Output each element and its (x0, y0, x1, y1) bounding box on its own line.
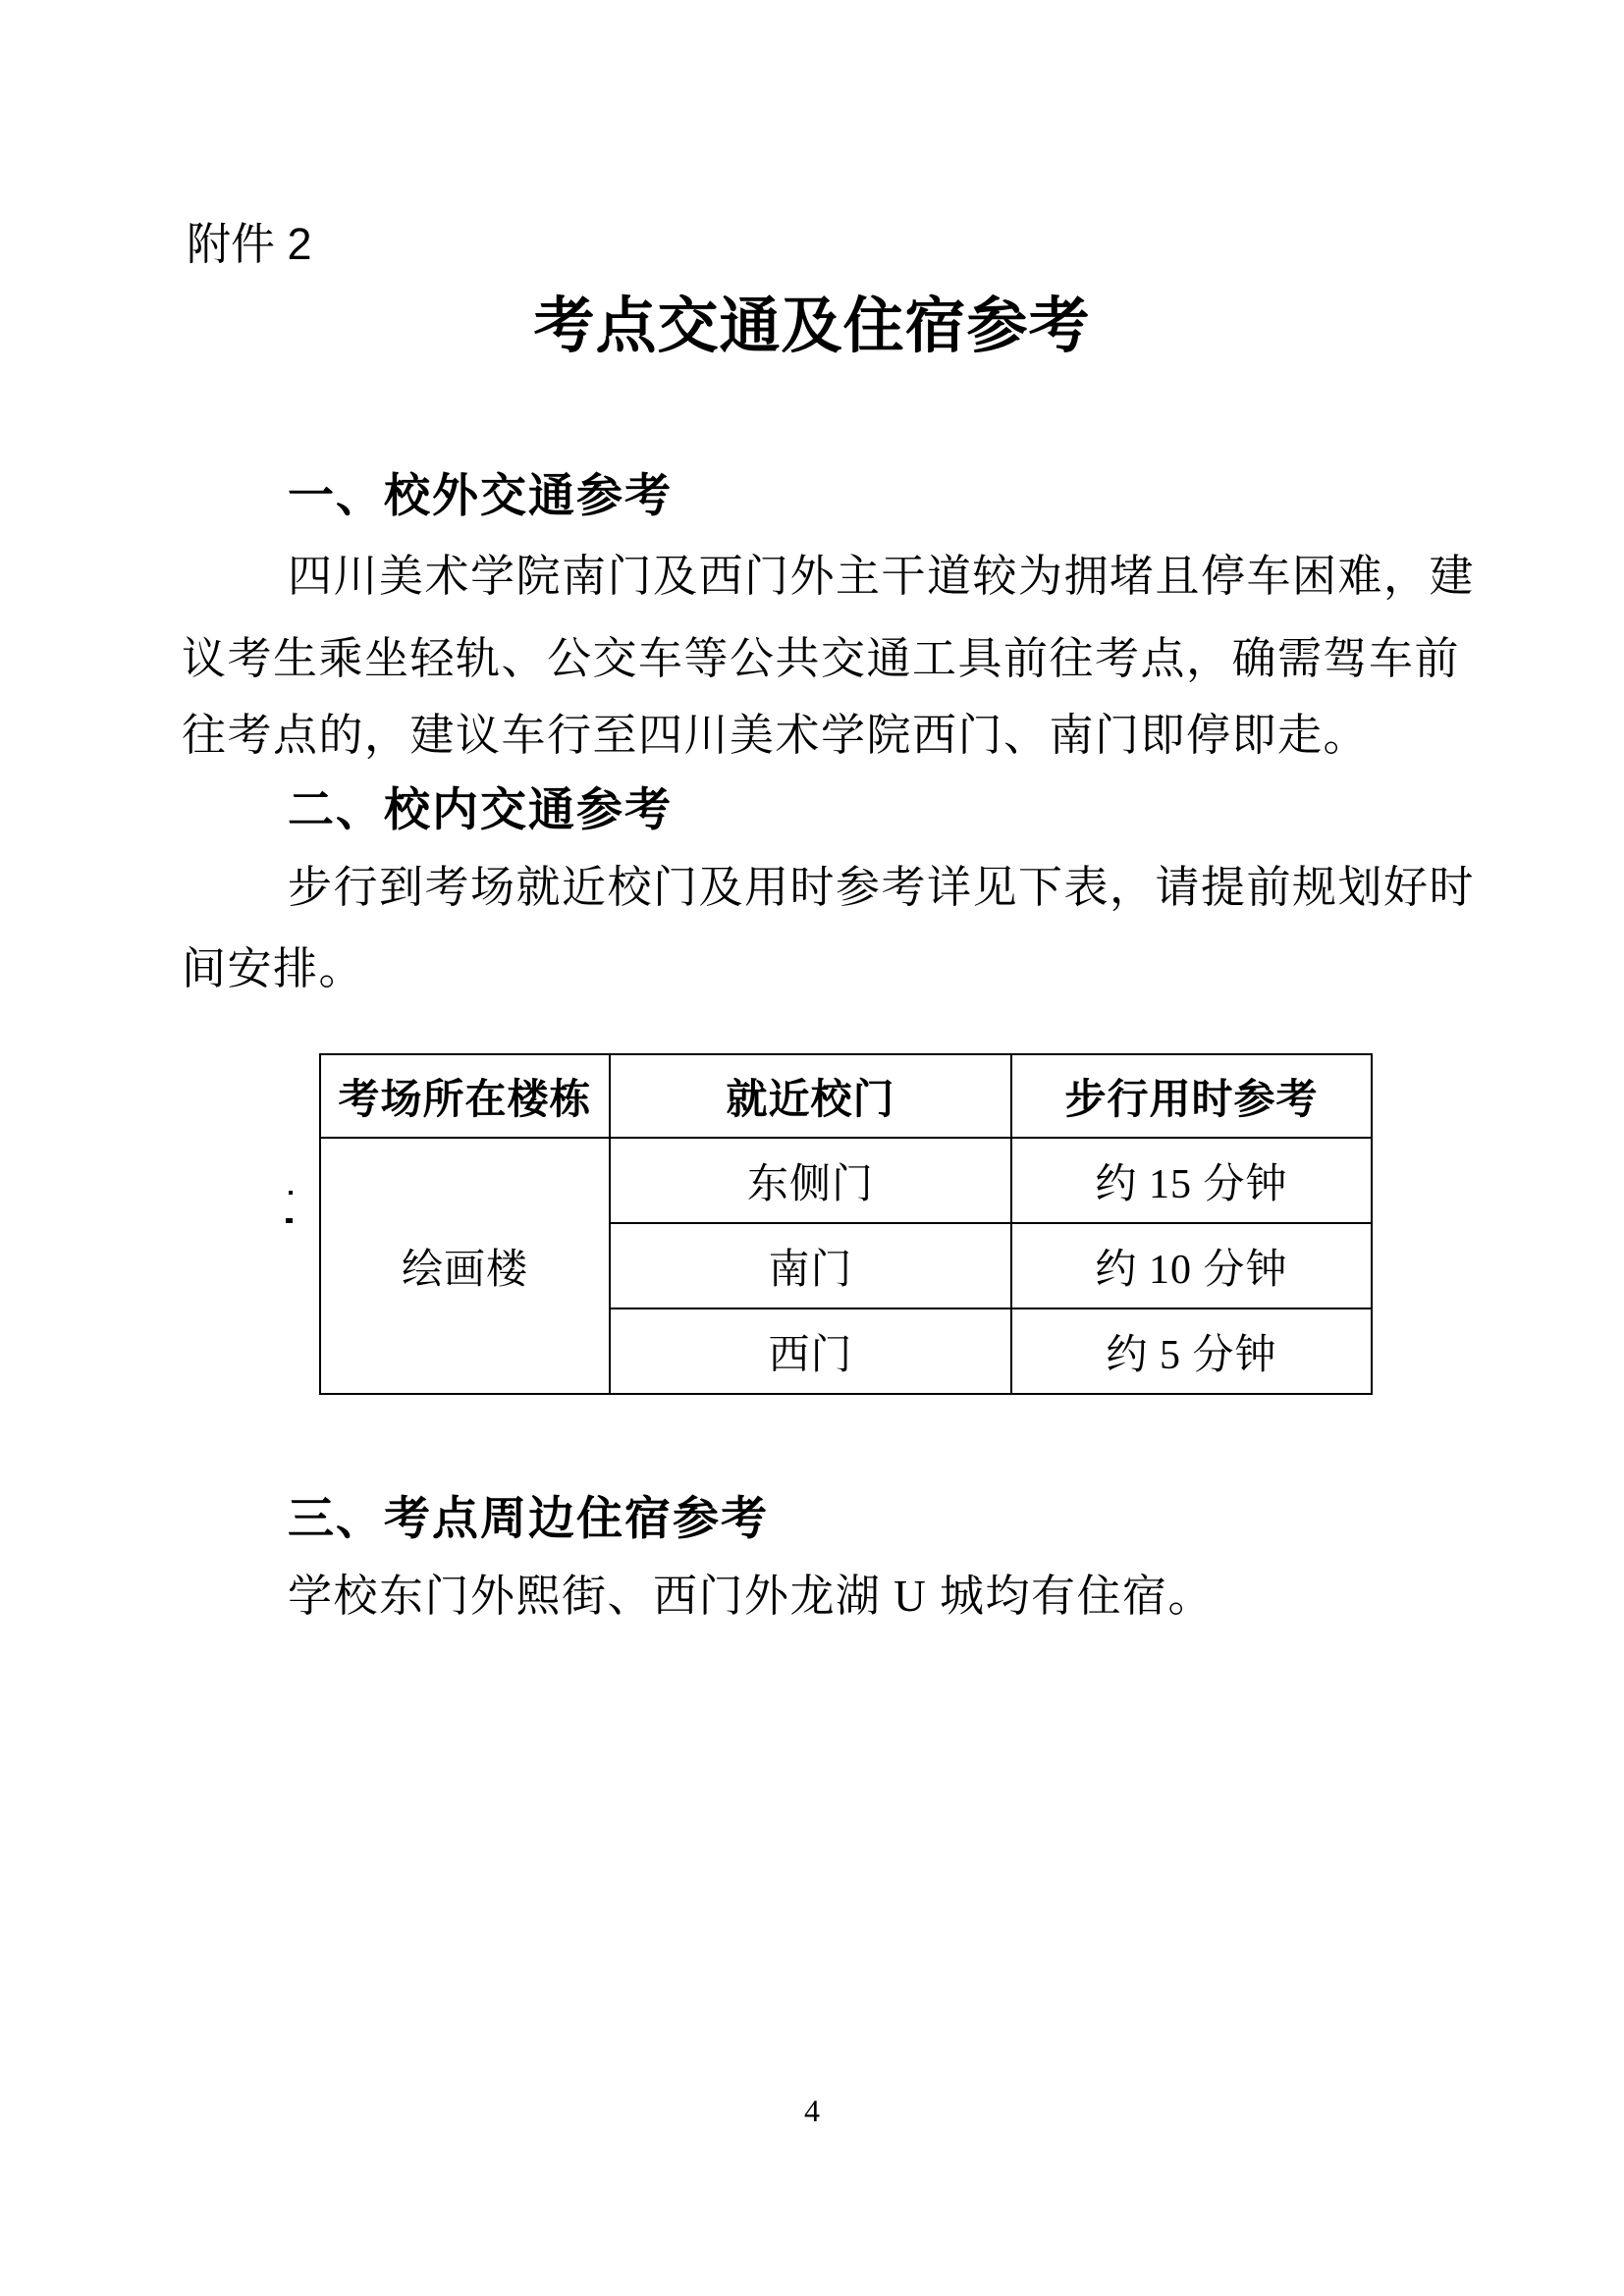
time-cell: 约 10 分钟 (1011, 1223, 1372, 1308)
table-header-row (320, 1054, 1372, 1138)
section-3-heading: 三、考点周边住宿参考 (288, 1492, 769, 1544)
col-header-time: 步行用时参考 (1011, 1054, 1372, 1138)
gate-cell: 东侧门 (610, 1138, 1011, 1223)
section-2-heading: 二、校内交通参考 (288, 783, 673, 835)
time-cell: 约 5 分钟 (1011, 1308, 1372, 1394)
building-cell: 绘画楼 (320, 1138, 610, 1394)
section-1-heading: 一、校外交通参考 (288, 469, 673, 521)
section-1-paragraph-line-1: 四川美术学院南门及西门外主干道较为拥堵且停车困难，建 (288, 552, 1476, 601)
section-3-paragraph-line-1: 学校东门外熙街、西门外龙湖 U 城均有住宿。 (288, 1572, 1214, 1621)
page-number: 4 (804, 2093, 820, 2128)
section-2-paragraph-line-2: 间安排。 (182, 944, 365, 993)
stray-colon-mark (286, 1191, 294, 1230)
section-1-paragraph-line-2: 议考生乘坐轻轨、公交车等公共交通工具前往考点，确需驾车前 (182, 634, 1461, 683)
section-2-paragraph-line-1: 步行到考场就近校门及用时参考详见下表，请提前规划好时 (288, 863, 1476, 912)
page-title: 考点交通及住宿参考 (533, 294, 1091, 360)
time-cell: 约 15 分钟 (1011, 1138, 1372, 1223)
stray-dot-bottom (286, 1218, 293, 1223)
col-header-building: 考场所在楼栋 (320, 1054, 610, 1138)
gate-cell: 南门 (610, 1223, 1011, 1308)
table-row (320, 1138, 1372, 1223)
attachment-label: 附件 2 (187, 219, 312, 269)
walking-time-table (319, 1053, 1373, 1395)
section-1-paragraph-line-3: 往考点的，建议车行至四川美术学院西门、南门即停即走。 (182, 711, 1370, 760)
col-header-gate: 就近校门 (610, 1054, 1011, 1138)
stray-dot-top (289, 1191, 293, 1195)
gate-cell: 西门 (610, 1308, 1011, 1394)
